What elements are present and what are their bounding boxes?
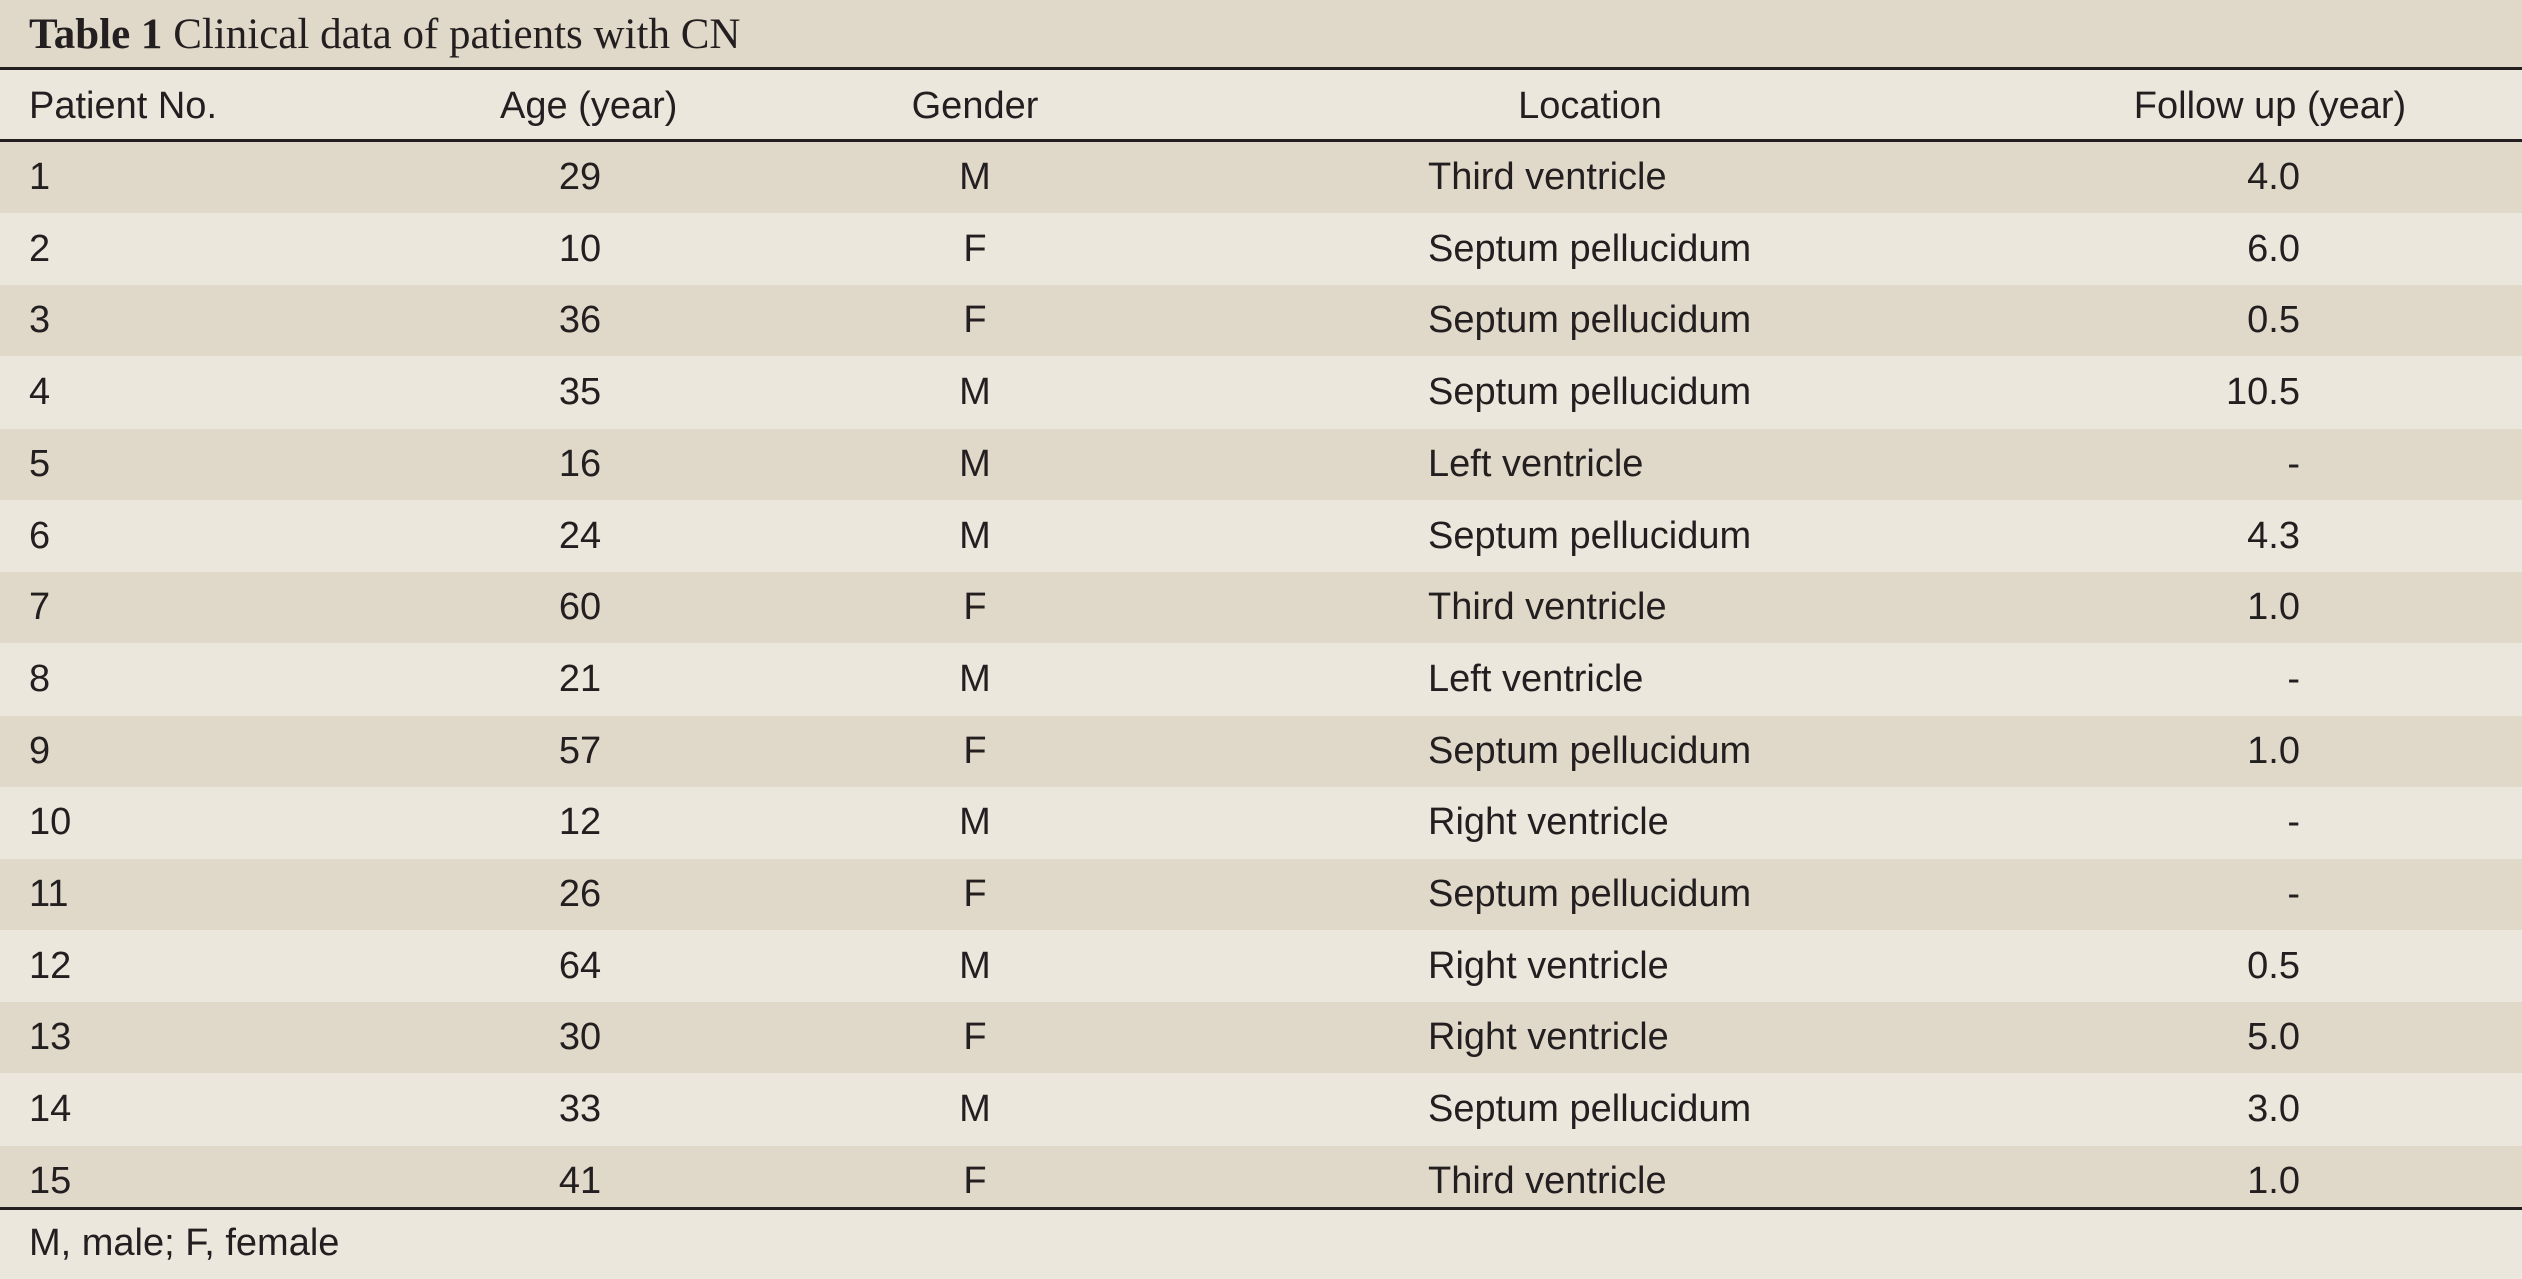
cell-location: Septum pellucidum bbox=[1428, 514, 1752, 557]
table-title-text: Clinical data of patients with CN bbox=[173, 11, 741, 58]
header-patient-no: Patient No. bbox=[29, 85, 217, 127]
cell-gender: F bbox=[963, 873, 987, 915]
cell-patient-no: 11 bbox=[29, 873, 69, 915]
cell-gender: M bbox=[959, 514, 991, 557]
cell-gender: M bbox=[959, 156, 991, 198]
cell-gender: F bbox=[963, 1159, 987, 1202]
cell-follow-up: 4.0 bbox=[2247, 156, 2300, 198]
cell-patient-no: 14 bbox=[29, 1088, 72, 1131]
cell-age: 41 bbox=[558, 1159, 602, 1202]
table-row bbox=[0, 429, 2522, 500]
cell-age: 21 bbox=[558, 657, 602, 700]
table-row bbox=[0, 716, 2522, 787]
table-row bbox=[0, 787, 2522, 858]
header-gender: Gender bbox=[911, 85, 1039, 127]
table-title-label: Table 1 bbox=[29, 11, 163, 58]
cell-follow-up: 10.5 bbox=[2226, 371, 2300, 414]
cell-patient-no: 6 bbox=[29, 514, 51, 557]
cell-gender: F bbox=[963, 586, 987, 629]
table-footnote bbox=[0, 1207, 2522, 1279]
cell-follow-up: 0.5 bbox=[2247, 299, 2300, 342]
cell-follow-up: 1.0 bbox=[2247, 1159, 2300, 1202]
cell-age: 57 bbox=[558, 729, 602, 772]
cell-location: Septum pellucidum bbox=[1428, 1088, 1752, 1131]
cell-follow-up: - bbox=[2287, 801, 2300, 844]
header-location: Location bbox=[1518, 85, 1662, 127]
cell-patient-no: 3 bbox=[29, 299, 51, 342]
footnote-text: M, male; F, female bbox=[29, 1222, 340, 1264]
cell-gender: F bbox=[963, 299, 987, 342]
cell-patient-no: 8 bbox=[29, 657, 51, 700]
cell-location: Left ventricle bbox=[1428, 442, 1644, 485]
cell-age: 26 bbox=[558, 873, 602, 915]
cell-age: 24 bbox=[558, 514, 602, 557]
cell-follow-up: 3.0 bbox=[2247, 1088, 2300, 1131]
cell-patient-no: 15 bbox=[29, 1159, 72, 1202]
table-title bbox=[29, 6, 740, 64]
cell-location: Septum pellucidum bbox=[1428, 227, 1752, 270]
cell-patient-no: 5 bbox=[29, 442, 51, 485]
cell-location: Septum pellucidum bbox=[1428, 371, 1752, 414]
table-row bbox=[0, 142, 2522, 213]
cell-gender: F bbox=[963, 227, 987, 270]
cell-gender: F bbox=[963, 729, 987, 772]
cell-follow-up: 1.0 bbox=[2247, 586, 2300, 629]
table-row bbox=[0, 1074, 2522, 1145]
table-row bbox=[0, 285, 2522, 356]
cell-patient-no: 2 bbox=[29, 227, 51, 270]
cell-gender: M bbox=[959, 657, 991, 700]
cell-location: Septum pellucidum bbox=[1428, 729, 1752, 772]
cell-patient-no: 10 bbox=[29, 801, 72, 844]
table-row bbox=[0, 644, 2522, 715]
cell-location: Right ventricle bbox=[1428, 801, 1669, 844]
cell-gender: F bbox=[963, 1016, 987, 1059]
table-row bbox=[0, 214, 2522, 285]
cell-patient-no: 7 bbox=[29, 586, 51, 629]
header-follow-up: Follow up (year) bbox=[2133, 85, 2407, 127]
cell-gender: M bbox=[959, 1088, 991, 1131]
cell-age: 30 bbox=[558, 1016, 602, 1059]
cell-age: 29 bbox=[558, 156, 602, 198]
cell-gender: M bbox=[959, 442, 991, 485]
cell-patient-no: 13 bbox=[29, 1016, 72, 1059]
cell-follow-up: - bbox=[2287, 442, 2300, 485]
table-caption bbox=[0, 0, 2522, 70]
cell-follow-up: - bbox=[2287, 873, 2300, 915]
cell-follow-up: 0.5 bbox=[2247, 944, 2300, 987]
cell-age: 36 bbox=[558, 299, 602, 342]
cell-location: Right ventricle bbox=[1428, 944, 1669, 987]
cell-gender: M bbox=[959, 801, 991, 844]
cell-patient-no: 12 bbox=[29, 944, 72, 987]
cell-age: 64 bbox=[558, 944, 602, 987]
cell-location: Right ventricle bbox=[1428, 1016, 1669, 1059]
cell-location: Third ventricle bbox=[1428, 1159, 1667, 1202]
cell-location: Septum pellucidum bbox=[1428, 873, 1752, 915]
cell-age: 60 bbox=[558, 586, 602, 629]
table-row bbox=[0, 501, 2522, 572]
table-row bbox=[0, 357, 2522, 428]
cell-follow-up: 4.3 bbox=[2247, 514, 2300, 557]
cell-follow-up: - bbox=[2287, 657, 2300, 700]
cell-follow-up: 1.0 bbox=[2247, 729, 2300, 772]
cell-patient-no: 1 bbox=[29, 156, 51, 198]
cell-location: Left ventricle bbox=[1428, 657, 1644, 700]
cell-age: 16 bbox=[558, 442, 602, 485]
table-row bbox=[0, 859, 2522, 930]
cell-gender: M bbox=[959, 944, 991, 987]
cell-age: 35 bbox=[558, 371, 602, 414]
header-age: Age (year) bbox=[500, 85, 678, 127]
cell-location: Third ventricle bbox=[1428, 586, 1667, 629]
cell-location: Third ventricle bbox=[1428, 156, 1667, 198]
cell-age: 33 bbox=[558, 1088, 602, 1131]
table-row bbox=[0, 1002, 2522, 1073]
cell-follow-up: 6.0 bbox=[2247, 227, 2300, 270]
cell-patient-no: 9 bbox=[29, 729, 51, 772]
cell-location: Septum pellucidum bbox=[1428, 299, 1752, 342]
table-header-row bbox=[0, 70, 2522, 142]
cell-follow-up: 5.0 bbox=[2247, 1016, 2300, 1059]
cell-age: 10 bbox=[558, 227, 602, 270]
table-row bbox=[0, 572, 2522, 643]
cell-age: 12 bbox=[558, 801, 602, 844]
cell-gender: M bbox=[959, 371, 991, 414]
table-row bbox=[0, 931, 2522, 1002]
cell-patient-no: 4 bbox=[29, 371, 51, 414]
